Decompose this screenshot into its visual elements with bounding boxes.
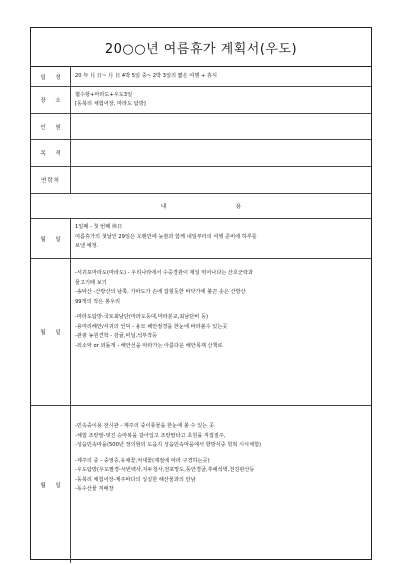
day-line: 99개의 작은 봉우리 — [75, 298, 120, 305]
day-line: -동수산물 직배장 — [75, 486, 114, 492]
schedule-label: 일 정 — [31, 67, 71, 86]
place-line: [동북리 체험어장, 마라도 탐방] — [75, 101, 146, 107]
day-line: 1일째 - 첫 번째 休日 — [75, 224, 123, 230]
day-content — [71, 219, 371, 258]
day-line: -성읍민속마을(500년 정의현의 도읍지 성읍민속마을에서 향방식중 빙떡 시식체험) — [75, 442, 262, 448]
people-row — [31, 114, 371, 140]
day-content — [71, 406, 371, 563]
day-line: 여름휴가의 첫날인 29일은 오랜만에 늦잠과 함께 내일부터의 여행 준비에 하루를 — [75, 233, 257, 240]
day-line: -체험 조랑말-멋진 승마복을 갈아입고 조랑말타고 초원을 직접질주, — [75, 432, 226, 439]
purpose-row — [31, 140, 371, 167]
place-value — [71, 87, 371, 113]
place-line: 협수항+마라도+우도3일 — [75, 92, 133, 98]
content-header: 내 용 — [31, 194, 371, 219]
vacation-plan-form — [30, 27, 372, 560]
day-line: -우도탐방(우도팔경-서빈백사,지두청사,전포망도,동안경굴,후해석벽,천진관산등 — [75, 467, 255, 473]
purpose-label: 목 적 — [31, 140, 71, 166]
day-line: -서귀포마라도(마라도) - 우리나라에서 수중경관이 제일 뛰어나다는 산호군락과 — [75, 270, 254, 276]
place-row — [31, 87, 371, 114]
schedule-value: 20 年 月 日~ 月 日 4박 5일 중~ 2박 3일의 짧은 여행 + 휴식 — [75, 73, 217, 79]
day-line: 물고기떼 보기 — [75, 279, 107, 286]
contact-label: 연락처 — [31, 167, 71, 193]
schedule-row — [31, 67, 371, 87]
day-content — [71, 259, 371, 405]
day-row-1 — [31, 219, 371, 259]
place-label: 장 소 — [31, 87, 71, 113]
day-line: -마라도탐방-국토최남단(마라도등대,마라분교,최남단비 등) — [75, 314, 209, 320]
contact-value — [71, 167, 371, 193]
purpose-value — [71, 140, 371, 166]
day-line: -민속중이용 전시관 - 제주의 중이풍물을 한눈에 볼 수 있는 곳. — [75, 423, 216, 429]
day-row-2 — [31, 259, 371, 406]
day-line: -외소악 or 외돌개 - 해안선을 따라가는 아름다운 해안목재 산책로 — [75, 342, 223, 349]
day-label: 월 일 — [31, 219, 71, 258]
day-line: -제주의 중 - 중엉중,유채꽃,억새꽃(계절에 따라 구경하는곳) — [75, 457, 210, 464]
day-row-3 — [31, 406, 371, 563]
form-title: 20○○년 여름휴가 계획서(우도) — [31, 28, 371, 67]
day-label: 월 일 — [31, 406, 71, 563]
contact-row — [31, 167, 371, 194]
day-line: -동북리 체험어장-제주바다의 싱싱한 해산물과의 만남 — [75, 476, 196, 483]
people-label: 인 원 — [31, 114, 71, 139]
day-label: 월 일 — [31, 259, 71, 405]
day-line: -관광 농원견학 - 감귤,비닐,석부작등 — [75, 333, 158, 339]
day-line: -용머리해안/서귀의 언덕 - 용모 해안절경을 한눈에 바라볼수 있는곳 — [75, 323, 228, 330]
people-value — [71, 114, 371, 139]
day-line: 보낼 예정. — [75, 243, 99, 249]
day-line: -송악산 -산방산의 남쪽, 가파도가 손에 잡힐듯한 바닷가에 불끈 솟은 산방산 — [75, 289, 246, 295]
